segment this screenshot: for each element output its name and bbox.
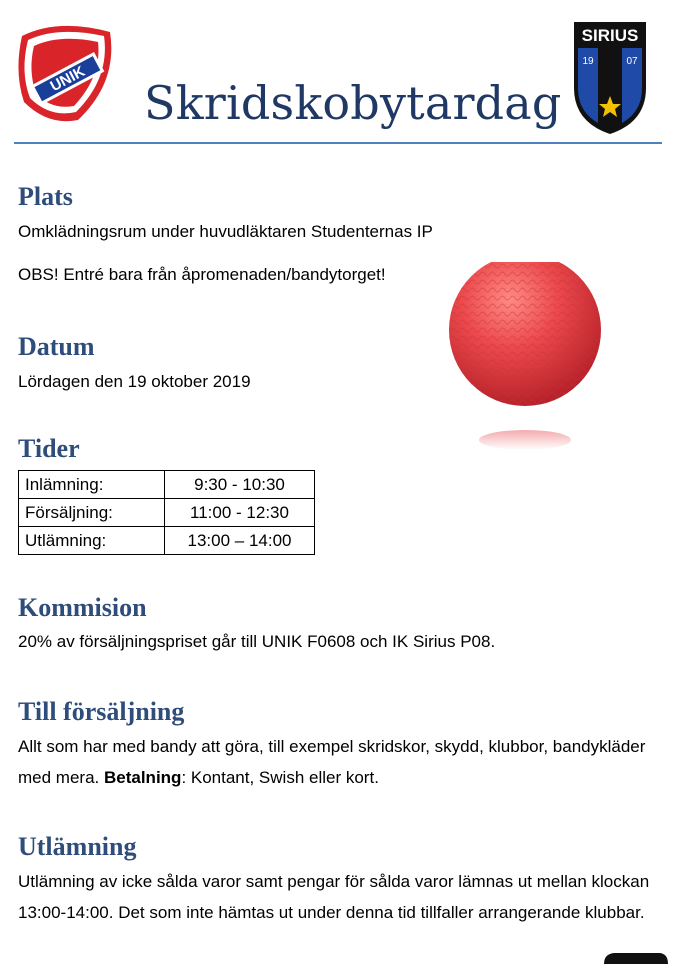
time-label: Försäljning: — [19, 499, 165, 527]
plats-heading: Plats — [18, 182, 73, 211]
table-row — [19, 471, 315, 499]
time-value: 9:30 - 10:30 — [165, 471, 315, 499]
svg-text:07: 07 — [626, 56, 638, 67]
title-divider — [14, 142, 662, 144]
time-label: Inlämning: — [19, 471, 165, 499]
unik-logo-text: UNIK — [47, 62, 88, 96]
plats-location: Omklädningsrum under huvudläktaren Studenternas IP — [18, 222, 433, 241]
betalning-label: Betalning — [103, 768, 182, 787]
utlamning-text: Utlämning av icke sålda varor samt pengar för sålda varor lämnas ut mellan klockan 13:00-14:00. Det som inte hämtas ut under denna tid tillfaller arrangerande klubbar. — [18, 872, 650, 922]
page-title: Skridskobytardag — [144, 76, 562, 130]
table-row — [19, 527, 315, 555]
sirius-logo-text: SIRIUS — [581, 26, 639, 45]
datum-date: Lördagen den 19 oktober 2019 — [18, 372, 251, 391]
partial-logo — [600, 950, 670, 964]
sirius-logo — [568, 18, 652, 136]
time-value: 13:00 – 14:00 — [165, 527, 315, 555]
unik-logo — [18, 22, 116, 126]
tider-heading: Tider — [18, 434, 80, 463]
forsaljning-heading: Till försäljning — [18, 697, 185, 726]
kommision-text: 20% av försäljningspriset går till UNIK F0608 och IK Sirius P08. — [18, 632, 496, 651]
table-row — [19, 499, 315, 527]
bandy-ball-image — [440, 262, 610, 462]
kommision-heading: Kommision — [18, 593, 147, 622]
time-value: 11:00 - 12:30 — [165, 499, 315, 527]
forsaljning-text: Allt som har med bandy att göra, till exempel skridskor, skydd, klubbor, bandykläder med mera. Betalning: Kontant, Swish eller kort. — [18, 737, 646, 787]
svg-text:19: 19 — [582, 56, 594, 67]
utlamning-heading: Utlämning — [18, 832, 137, 861]
datum-heading: Datum — [18, 332, 95, 361]
plats-entrance-note: OBS! Entré bara från åpromenaden/bandytorget! — [18, 265, 386, 284]
time-label: Utlämning: — [19, 527, 165, 555]
times-table — [18, 470, 315, 555]
